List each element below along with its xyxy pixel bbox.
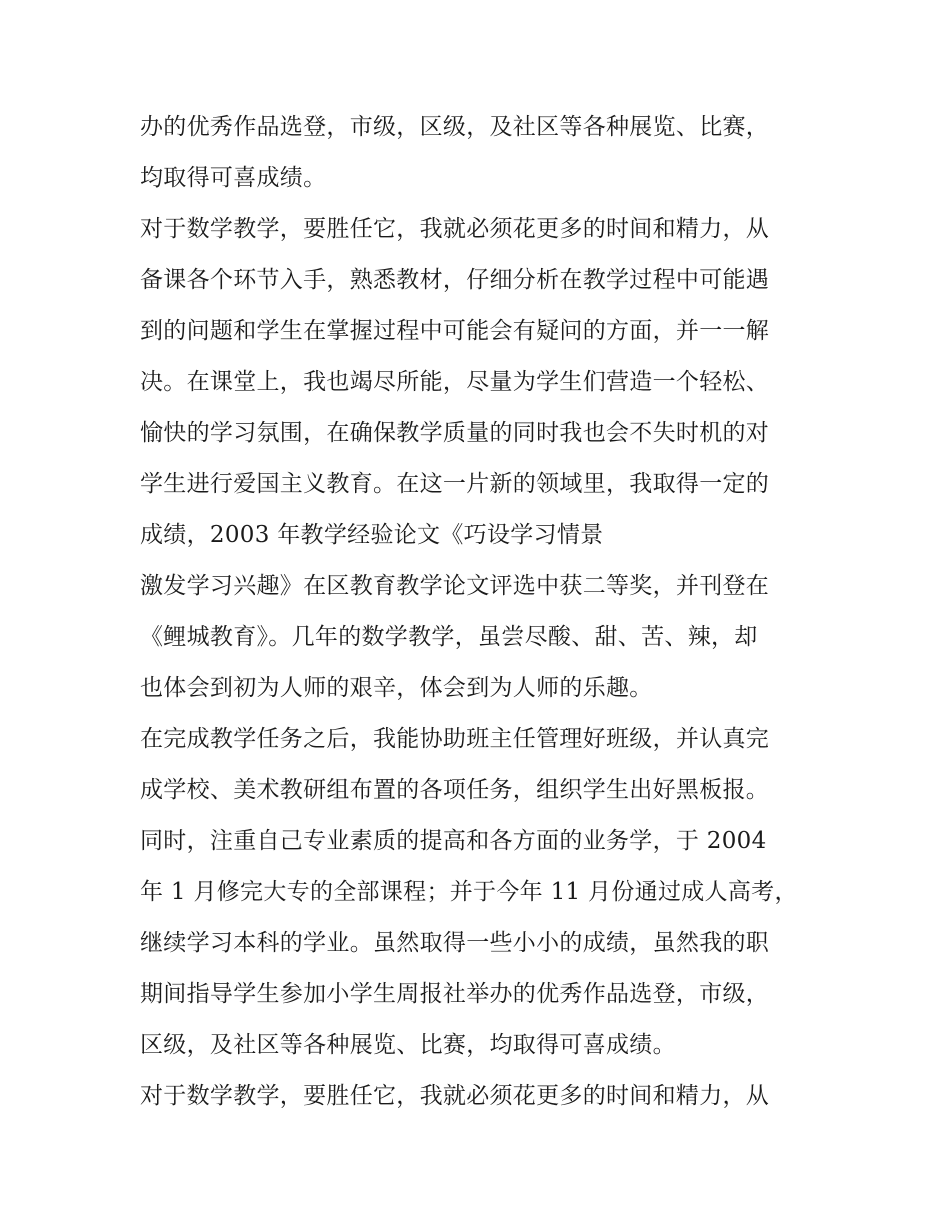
text-line: 年 1 月修完大专的全部课程；并于今年 11 月份通过成人高考， [140,879,798,905]
text-line: 备课各个环节入手，熟悉教材，仔细分析在教学过程中可能遇 [140,267,770,293]
text-line: 均取得可喜成绩。 [140,165,327,191]
text-line: 办的优秀作品选登，市级，区级，及社区等各种展览、比赛， [140,114,770,140]
text-line: 在完成教学任务之后，我能协助班主任管理好班级，并认真完 [140,726,770,752]
text-line: 学生进行爱国主义教育。在这一片新的领域里，我取得一定的 [140,471,770,497]
document-body [140,102,820,1122]
text-line: 同时，注重自己专业素质的提高和各方面的业务学，于 2004 [140,828,767,854]
text-line: 愉快的学习氛围，在确保教学质量的同时我也会不失时机的对 [140,420,770,446]
text-line: 继续学习本科的学业。虽然取得一些小小的成绩，虽然我的职 [140,930,770,956]
text-line: 决。在课堂上，我也竭尽所能，尽量为学生们营造一个轻松、 [140,369,770,395]
text-line: 成绩，2003 年教学经验论文《巧设学习情景 [140,522,604,548]
text-line: 激发学习兴趣》在区教育教学论文评选中获二等奖，并刊登在 [140,573,770,599]
text-line: 期间指导学生参加小学生周报社举办的优秀作品选登，市级， [140,981,770,1007]
text-line: 也体会到初为人师的艰辛，体会到为人师的乐趣。 [140,675,653,701]
text-line: 到的问题和学生在掌握过程中可能会有疑问的方面，并一一解 [140,318,770,344]
text-line: 对于数学教学，要胜任它，我就必须花更多的时间和精力，从 [140,1083,770,1109]
text-line: 《鲤城教育》。几年的数学教学，虽尝尽酸、甜、苦、辣，却 [140,624,758,650]
text-line: 成学校、美术教研组布置的各项任务，组织学生出好黑板报。 [140,777,770,803]
text-line: 对于数学教学，要胜任它，我就必须花更多的时间和精力，从 [140,216,770,242]
text-line: 区级，及社区等各种展览、比赛，均取得可喜成绩。 [140,1032,676,1058]
